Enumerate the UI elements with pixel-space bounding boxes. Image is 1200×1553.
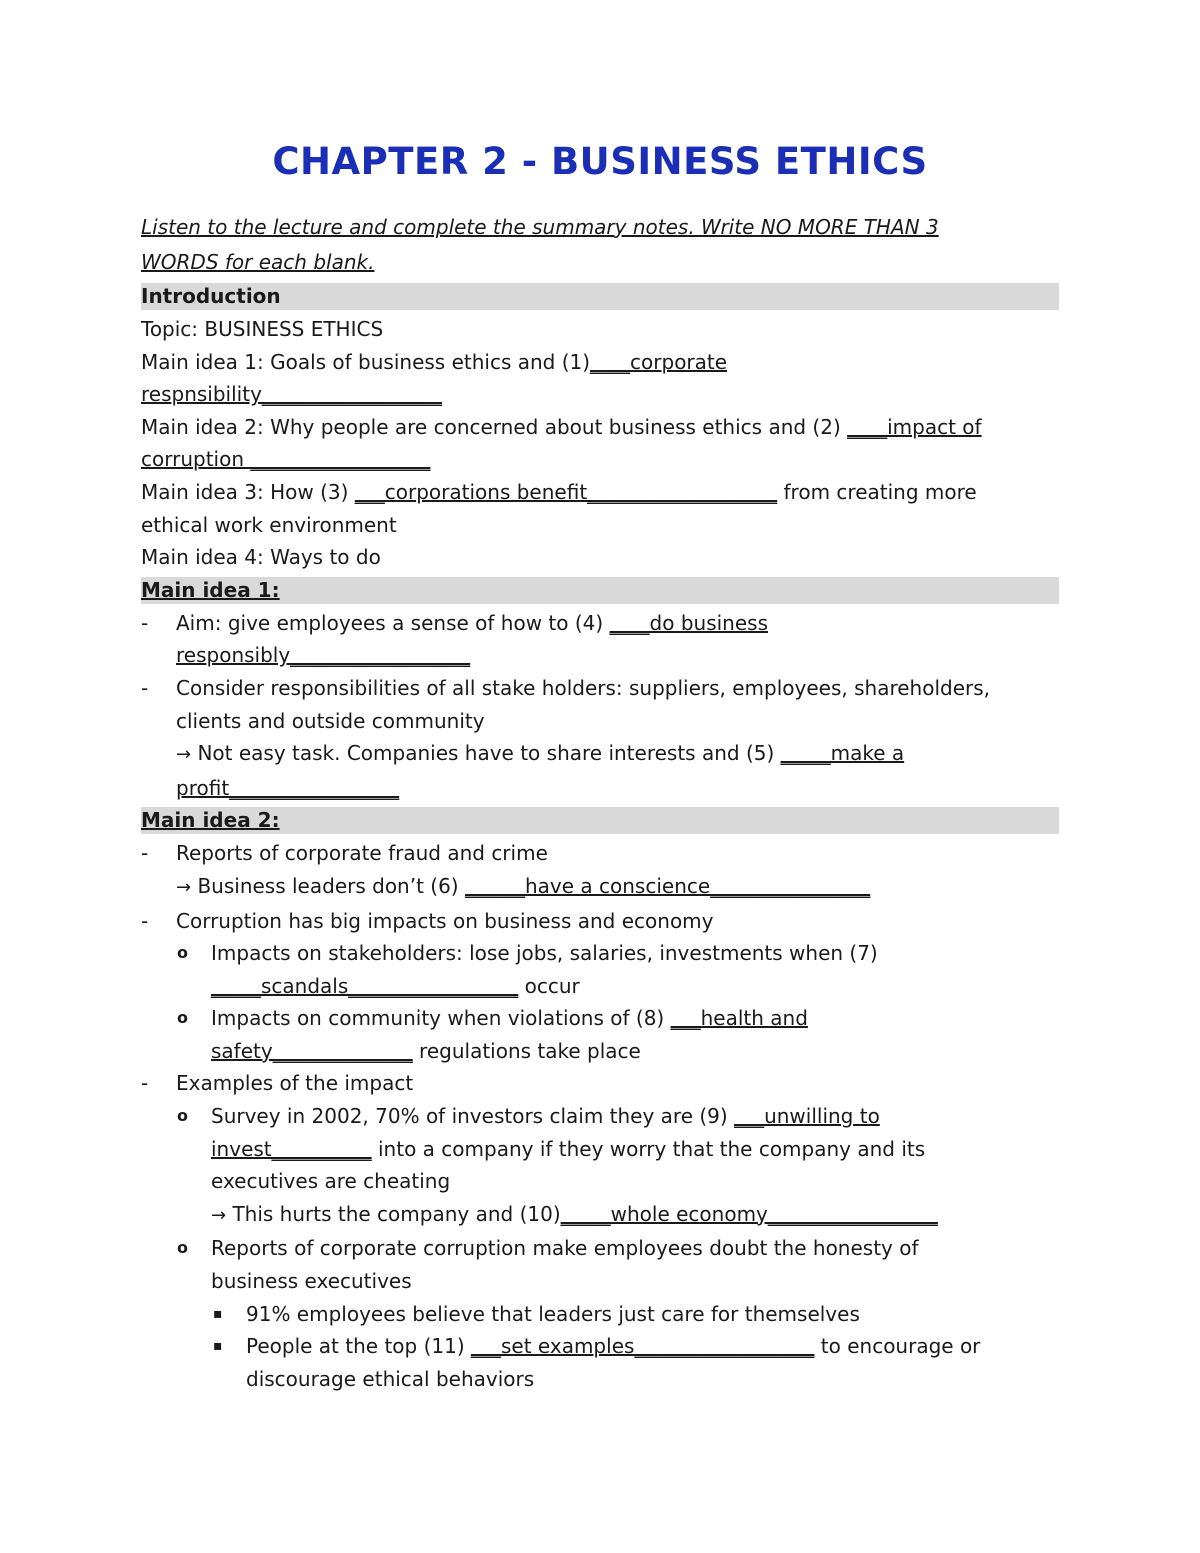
blank-answer-11: ___set examples__________________ (470, 1334, 815, 1359)
s2-corruption-text: Corruption has big impacts on business and economy (176, 908, 714, 933)
s2-stakeholders-text: Impacts on stakeholders: lose jobs, salaries, investments when (7) (211, 941, 878, 966)
intro-m2-text: Main idea 2: Why people are concerned about business ethics and (2) (141, 414, 848, 439)
s1-consider-text: Consider responsibilities of all stake holders: suppliers, employees, shareholders, (176, 675, 991, 700)
intro-topic: Topic: BUSINESS ETHICS (141, 317, 384, 341)
instructions-line-2: WORDS for each blank. (141, 250, 375, 274)
intro-main-idea-2 (141, 411, 1059, 444)
s2-arrow-leaders (141, 870, 1059, 905)
blank-answer-8-cont: safety______________ (211, 1038, 413, 1063)
circle-bullet: o (177, 943, 188, 963)
intro-main-idea-1 (141, 346, 1059, 379)
s2-sub-community (141, 1002, 1059, 1035)
dash-bullet: - (141, 841, 149, 866)
s1-aim-text: Aim: give employees a sense of how to (4) (176, 610, 610, 635)
circle-bullet: o (177, 1106, 188, 1126)
blank-answer-1: ____corporate (590, 349, 728, 374)
s2-bullet-examples (141, 1067, 1059, 1100)
blank-answer-8: ___health and (670, 1006, 808, 1031)
s1-arrow-line-cont (141, 772, 1059, 805)
s2-91-text: 91% employees believe that leaders just care for themselves (246, 1301, 860, 1326)
intro-main-idea-4: Main idea 4: Ways to do (141, 545, 381, 570)
s2-sub-reports-text: Reports of corporate corruption make employees doubt the honesty of (211, 1236, 919, 1261)
blank-answer-7: _____scandals_________________ (211, 973, 519, 998)
section-heading-main-idea-1 (141, 577, 1059, 604)
blank-answer-4-cont: responsibly__________________ (176, 643, 471, 668)
s1-bullet-consider (141, 672, 1059, 705)
square-bullet: ▪ (213, 1305, 223, 1322)
s2-bullet-reports (141, 837, 1059, 870)
blank-answer-2: ____impact of (847, 414, 982, 439)
blank-answer-3: ___corporations benefit___________________ (354, 479, 778, 504)
blank-answer-10: _____whole economy_________________ (560, 1201, 938, 1226)
section-heading-introduction (141, 283, 1059, 310)
s2-community-after: regulations take place (412, 1038, 641, 1063)
blank-answer-9: ___unwilling to (734, 1104, 880, 1129)
s2-bullet-corruption (141, 905, 1059, 938)
s2-examples-text: Examples of the impact (176, 1071, 414, 1096)
s2-top-after: to encourage or (814, 1334, 981, 1359)
s2-square-91 (141, 1298, 1059, 1331)
dash-bullet: - (141, 610, 149, 635)
dash-bullet: - (141, 908, 149, 933)
s2-sub-survey (141, 1100, 1059, 1133)
s2-square-top (141, 1330, 1059, 1363)
blank-answer-5: _____make a (780, 741, 905, 766)
main-idea-2-heading-text: Main idea 2: (141, 808, 280, 833)
dash-bullet: - (141, 675, 149, 700)
s2-sub-community-cont (141, 1035, 1059, 1068)
s1-bullet-consider-cont: clients and outside community (176, 708, 485, 733)
s2-hurts-text: This hurts the company and (10) (226, 1201, 561, 1226)
intro-m3-after: from creating more (777, 479, 977, 504)
introduction-heading-text: Introduction (141, 284, 281, 308)
arrow-right-icon: → (176, 744, 192, 766)
s2-survey-after: into a company if they worry that the company and its (371, 1136, 926, 1161)
intro-main-idea-3-cont: ethical work environment (141, 512, 397, 537)
intro-m1-text: Main idea 1: Goals of business ethics and (1) (141, 349, 591, 374)
s2-stakeholders-after: occur (518, 973, 580, 998)
blank-answer-1-cont: respnsibility__________________ (141, 382, 442, 407)
s2-sub-reports (141, 1232, 1059, 1265)
arrow-right-icon: → (176, 876, 192, 898)
s2-sub-survey-cont-2: executives are cheating (211, 1169, 451, 1194)
section-heading-main-idea-2 (141, 807, 1059, 834)
s2-leaders-text: Business leaders don’t (6) (191, 873, 465, 898)
main-idea-1-heading-text: Main idea 1: (141, 577, 280, 602)
intro-main-idea-2-cont (141, 443, 1059, 476)
s2-survey-text: Survey in 2002, 70% of investors claim they are (9) (211, 1104, 735, 1129)
arrow-right-icon: → (211, 1204, 227, 1226)
s1-bullet-aim-cont (141, 639, 1059, 672)
document-body (141, 210, 1059, 1395)
page-title: CHAPTER 2 - BUSINESS ETHICS (272, 140, 928, 183)
s2-sub-stakeholders-cont (141, 970, 1059, 1003)
instructions-line-1: Listen to the lecture and complete the summary notes. Write NO MORE THAN 3 (141, 215, 939, 239)
s2-top-text: People at the top (11) (246, 1334, 471, 1359)
s2-sub-survey-cont (141, 1133, 1059, 1166)
s2-arrow-hurts (141, 1198, 1059, 1233)
intro-main-idea-1-cont (141, 378, 1059, 411)
blank-answer-4: ____do business (609, 610, 769, 635)
blank-answer-5-cont: profit_________________ (176, 775, 400, 800)
blank-answer-2-cont: corruption __________________ (141, 447, 431, 472)
square-bullet: ▪ (213, 1338, 223, 1355)
s2-sub-stakeholders (141, 937, 1059, 970)
circle-bullet: o (177, 1238, 188, 1258)
intro-m3-text: Main idea 3: How (3) (141, 479, 355, 504)
s2-sub-reports-cont: business executives (211, 1269, 412, 1294)
blank-answer-9-cont: invest__________ (211, 1136, 372, 1161)
intro-main-idea-3 (141, 476, 1059, 509)
blank-answer-6: ______have a conscience________________ (464, 873, 871, 898)
circle-bullet: o (177, 1008, 188, 1028)
s1-arrow-line (141, 737, 1059, 772)
s2-square-top-cont: discourage ethical behaviors (246, 1366, 535, 1391)
s1-bullet-aim (141, 607, 1059, 640)
s2-community-text: Impacts on community when violations of (8) (211, 1006, 671, 1031)
s1-arrow-text: Not easy task. Companies have to share interests and (5) (191, 741, 781, 766)
dash-bullet: - (141, 1071, 149, 1096)
s2-reports-text: Reports of corporate fraud and crime (176, 841, 548, 866)
